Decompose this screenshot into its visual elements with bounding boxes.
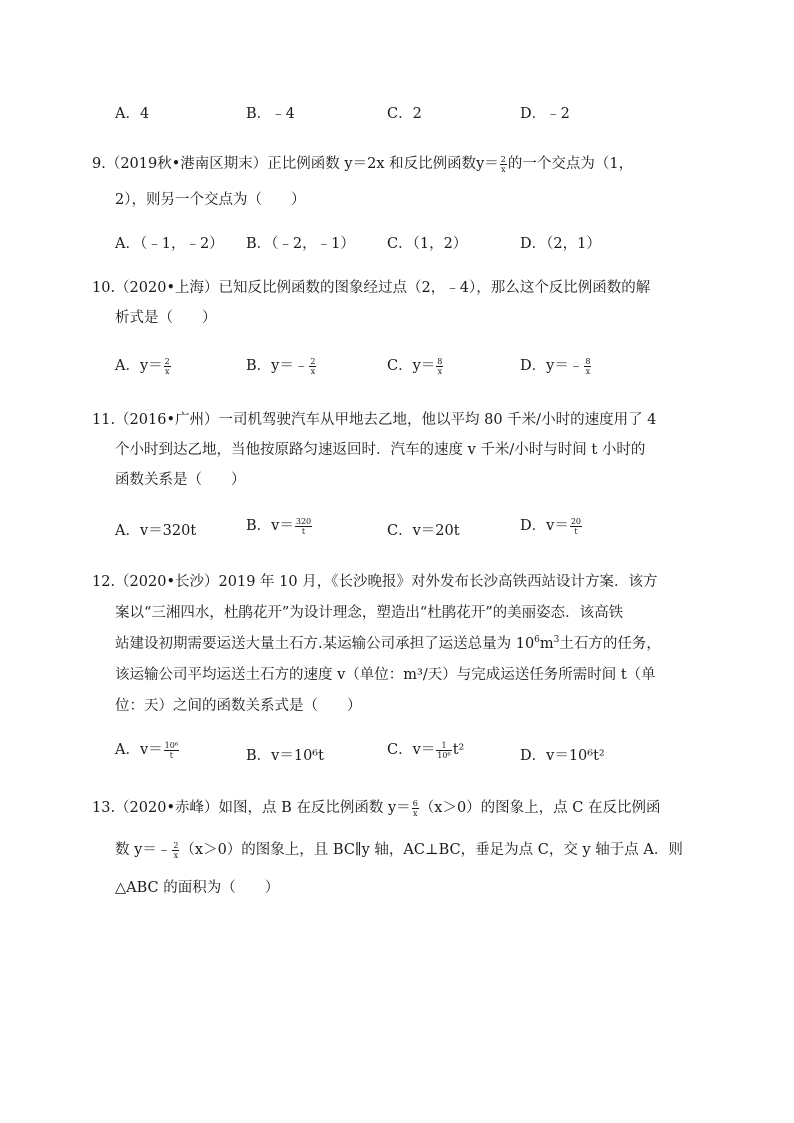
q9-stem-line1: 9.（2019秋•港南区期末）正比例函数 y＝2x 和反比例函数y＝ $\frac{2}{x}$ 的一个交点为（1，: [92, 154, 634, 174]
q13-stem-line3: △ABC 的面积为（ ）: [115, 880, 280, 896]
q12-option-c: C．v＝ $\frac{1}{\text{10⁶}}$ t²: [387, 740, 465, 760]
q10-stem-line2: 析式是（ ）: [115, 310, 217, 326]
q11-option-d: D．v＝ $\frac{20}{t}$: [520, 516, 582, 536]
q10-option-d: D．y＝﹣ $\frac{8}{x}$: [520, 356, 591, 376]
q8-option-b: B．﹣4: [246, 106, 295, 122]
q9-fraction: $\frac{2}{x}$: [500, 154, 506, 174]
q8-option-d: D．﹣2: [520, 106, 570, 122]
q12-stem-line4: 该运输公司平均运送土石方的速度 v（单位：m³/天）与完成运送任务所需时间 t（单: [115, 667, 656, 683]
q12-option-a: A．v＝ $\frac{\text{10⁶}}{t}$: [115, 740, 179, 760]
q11-option-b: B．v＝ $\frac{320}{t}$: [246, 516, 312, 536]
q9-stem-line2: 2），则另一个交点为（ ）: [115, 192, 306, 208]
q9-option-a: A．（﹣1，﹣2）: [115, 236, 224, 252]
q11-stem-line2: 个小时到达乙地，当他按原路匀速返回时．汽车的速度 v 千米/小时与时间 t 小时的: [115, 442, 646, 458]
q10-option-a: A．y＝ $\frac{2}{x}$: [115, 356, 170, 376]
q12-option-d: D．v＝10⁶t²: [520, 748, 605, 764]
q13-stem-line1: 13.（2020•赤峰）如图，点 B 在反比例函数 y＝ $\frac{6}{x}$ （x＞0）的图象上，点 C 在反比例函: [92, 798, 661, 818]
q10-stem-line1: 10.（2020•上海）已知反比例函数的图象经过点（2，﹣4），那么这个反比例函数的解: [92, 280, 651, 296]
q12-stem-line2: 案以“三湘四水，杜鹃花开”为设计理念，塑造出“杜鹃花开”的美丽姿态．该高铁: [115, 605, 624, 621]
q12-stem-line1: 12.（2020•长沙）2019 年 10 月，《长沙晚报》对外发布长沙高铁西站设计方案．该方: [92, 574, 658, 590]
q9-option-b: B．（﹣2，﹣1）: [246, 236, 355, 252]
q13-stem-line2: 数 y＝﹣ $\frac{2}{x}$ （x＞0）的图象上，且 BC∥y 轴，AC⊥BC，垂足为点 C，交 y 轴于点 A．则: [115, 840, 683, 860]
q11-stem-line1: 11.（2016•广州）一司机驾驶汽车从甲地去乙地，他以平均 80 千米/小时的速度用了 4: [92, 412, 657, 428]
q11-option-c: C．v＝20t: [387, 523, 460, 539]
q8-option-c: C．2: [387, 106, 422, 122]
q9-option-d: D．（2，1）: [520, 236, 601, 252]
q10-option-c: C．y＝ $\frac{8}{x}$: [387, 356, 443, 376]
q9-option-c: C．（1，2）: [387, 236, 468, 252]
q12-stem-line5: 位：天）之间的函数关系式是（ ）: [115, 698, 362, 714]
q10-option-b: B．y＝﹣ $\frac{2}{x}$: [246, 356, 316, 376]
q11-option-a: A．v＝320t: [115, 523, 197, 539]
q12-stem-line3: 站建设初期需要运送大量土石方.某运输公司承担了运送总量为 $10^6m^3$土石方的任务，: [115, 635, 661, 652]
q11-stem-line3: 函数关系是（ ）: [115, 472, 246, 488]
q12-option-b: B．v＝10⁶t: [246, 748, 324, 764]
q8-option-a: A．4: [115, 106, 150, 122]
